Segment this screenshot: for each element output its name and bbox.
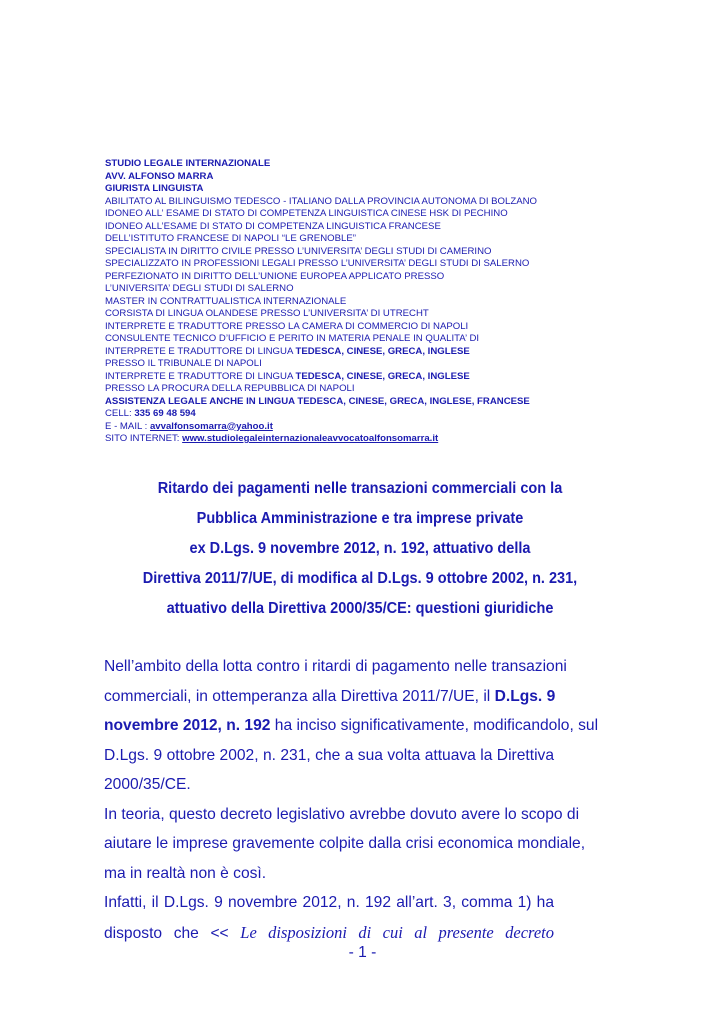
page-number: - 1 -	[348, 944, 377, 961]
letterhead-credential: INTERPRETE E TRADUTTORE PRESSO LA CAMERA DI COMMERCIO DI NAPOLI	[105, 320, 469, 332]
letterhead-credential: PRESSO LA PROCURA DELLA REPUBBLICA DI NAPOLI	[105, 383, 355, 394]
title-line: ex D.Lgs. 9 novembre 2012, n. 192, attuativo della	[189, 540, 531, 557]
email-link[interactable]: avvalfonsomarra@yahoo.it	[149, 420, 273, 432]
paragraph-3	[104, 888, 554, 948]
letterhead-role: GIURISTA LINGUISTA	[105, 183, 204, 194]
title-line: Pubblica Amministrazione e tra imprese private	[196, 510, 524, 527]
letterhead-credential: SPECIALISTA IN DIRITTO CIVILE PRESSO L’UNIVERSITA’ DEGLI STUDI DI CAMERINO	[105, 245, 492, 257]
paragraph-1	[104, 652, 599, 800]
letterhead-website: SITO INTERNET: www.studiolegaleinternazionaleavvocatoalfonsomarra.it	[105, 433, 439, 444]
letterhead-credential: INTERPRETE E TRADUTTORE DI LINGUA TEDESCA, CINESE, GRECA, INGLESE	[105, 345, 470, 357]
body-line: ma in realtà non è così.	[104, 864, 267, 882]
letterhead	[105, 158, 625, 446]
title-line: Ritardo dei pagamenti nelle transazioni commerciali con la	[157, 480, 563, 497]
letterhead-credential: DELL’ISTITUTO FRANCESE DI NAPOLI “LE GRENOBLE”	[105, 233, 356, 244]
title-line: Direttiva 2011/7/UE, di modifica al D.Lgs. 9 ottobre 2002, n. 231,	[142, 570, 578, 587]
body-line: Nell’ambito della lotta contro i ritardi di pagamento nelle transazioni	[104, 658, 567, 675]
letterhead-credential: PRESSO IL TRIBUNALE DI NAPOLI	[105, 358, 262, 369]
letterhead-assistance: ASSISTENZA LEGALE ANCHE IN LINGUA TEDESCA, CINESE, GRECA, INGLESE, FRANCESE	[105, 395, 530, 407]
letterhead-credential: L’UNIVERSITA’ DEGLI STUDI DI SALERNO	[105, 283, 294, 294]
letterhead-lawyer-name: AVV. ALFONSO MARRA	[105, 170, 214, 182]
letterhead-credential: PERFEZIONATO IN DIRITTO DELL’UNIONE EUROPEA APPLICATO PRESSO	[105, 270, 445, 282]
body-line: aiutare le imprese gravemente colpite dalla crisi economica mondiale,	[104, 835, 586, 852]
body-line: disposto che << Le disposizioni di cui al presente decreto	[104, 922, 554, 942]
body-line: Infatti, il D.Lgs. 9 novembre 2012, n. 192 all’art. 3, comma 1) ha	[104, 894, 554, 911]
letterhead-credential: IDONEO ALL’ ESAME DI STATO DI COMPETENZA LINGUISTICA CINESE HSK DI PECHINO	[105, 208, 508, 219]
letterhead-credential: SPECIALIZZATO IN PROFESSIONI LEGALI PRESSO L’UNIVERSITA’ DEGLI STUDI DI SALERNO	[105, 258, 530, 269]
letterhead-firm-name: STUDIO LEGALE INTERNAZIONALE	[105, 158, 271, 169]
document-body	[104, 652, 599, 948]
letterhead-credential: IDONEO ALL’ESAME DI STATO DI COMPETENZA LINGUISTICA FRANCESE	[105, 220, 441, 232]
body-line: In teoria, questo decreto legislativo avrebbe dovuto avere lo scopo di	[104, 805, 580, 823]
letterhead-credential: ABILITATO AL BILINGUISMO TEDESCO - ITALIANO DALLA PROVINCIA AUTONOMA DI BOLZANO	[105, 195, 538, 207]
document-title	[100, 474, 621, 624]
website-link[interactable]: www.studiolegaleinternazionaleavvocatoalfonsomarra.it	[182, 433, 439, 444]
body-line: D.Lgs. 9 ottobre 2002, n. 231, che a sua volta attuava la Direttiva	[104, 746, 554, 764]
letterhead-credential: CONSULENTE TECNICO D’UFFICIO E PERITO IN MATERIA PENALE IN QUALITA’ DI	[105, 333, 480, 344]
letterhead-credential: MASTER IN CONTRATTUALISTICA INTERNAZIONALE	[105, 295, 347, 307]
letterhead-credential: INTERPRETE E TRADUTTORE DI LINGUA TEDESCA, CINESE, GRECA, INGLESE	[105, 370, 470, 382]
paragraph-2	[104, 800, 586, 889]
letterhead-credential: CORSISTA DI LINGUA OLANDESE PRESSO L’UNIVERSITA’ DI UTRECHT	[105, 308, 429, 319]
body-line: novembre 2012, n. 192 ha inciso significativamente, modificandolo, sul	[104, 717, 599, 734]
letterhead-email: E - MAIL : avvalfonsomarra@yahoo.it	[105, 420, 273, 432]
title-line: attuativo della Direttiva 2000/35/CE: questioni giuridiche	[166, 600, 554, 617]
letterhead-phone: CELL: 335 69 48 594	[105, 408, 196, 419]
body-line: commerciali, in ottemperanza alla Direttiva 2011/7/UE, il D.Lgs. 9	[104, 687, 556, 705]
body-line: 2000/35/CE.	[104, 776, 191, 793]
